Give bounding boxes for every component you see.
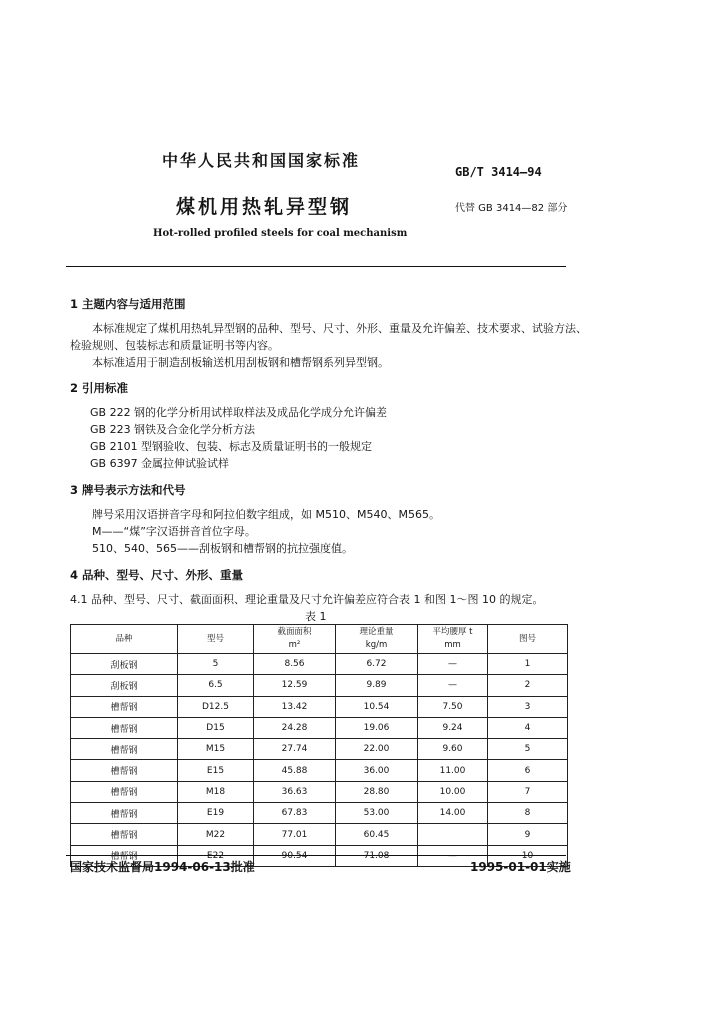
section-2-heading: 2 引用标准 xyxy=(70,381,129,395)
cell-thickness: 7.50 xyxy=(418,696,488,717)
cell-thickness: 14.00 xyxy=(418,803,488,824)
cell-model: M22 xyxy=(178,824,254,845)
cell-figure: 7 xyxy=(488,781,568,802)
cell-model: E19 xyxy=(178,803,254,824)
cell-model: M15 xyxy=(178,739,254,760)
cell-area: 8.56 xyxy=(254,654,336,675)
cell-area: 27.74 xyxy=(254,739,336,760)
cell-variety: 槽帮钢 xyxy=(71,760,178,781)
cell-area: 13.42 xyxy=(254,696,336,717)
cell-figure: 6 xyxy=(488,760,568,781)
cell-variety: 刮板钢 xyxy=(71,675,178,696)
standard-number: GB/T 3414—94 xyxy=(455,165,542,179)
cell-weight: 28.80 xyxy=(336,781,418,802)
cell-model: M18 xyxy=(178,781,254,802)
header-figure-number xyxy=(488,625,568,654)
cell-model: E15 xyxy=(178,760,254,781)
english-title: Hot-rolled profiled steels for coal mechanism xyxy=(153,228,408,239)
header-unit: kg/m xyxy=(365,640,388,650)
cell-area: 36.63 xyxy=(254,781,336,802)
table-row xyxy=(71,654,568,675)
cell-weight: 53.00 xyxy=(336,803,418,824)
cell-figure: 10 xyxy=(488,845,568,866)
clause-4-1: 4.1 品种、型号、尺寸、截面面积、理论重量及尺寸允许偏差应符合表 1 和图 1～图 10 的规定。 xyxy=(70,593,544,606)
section-4-heading: 4 品种、型号、尺寸、外形、重量 xyxy=(70,568,244,582)
cell-thickness: — xyxy=(418,845,488,866)
table-row xyxy=(71,781,568,802)
table-row xyxy=(71,675,568,696)
cell-figure: 5 xyxy=(488,739,568,760)
cell-weight: 6.72 xyxy=(336,654,418,675)
section-1-paragraph-line: 本标准规定了煤机用热轧异型钢的品种、型号、尺寸、外形、重量及允许偏差、技术要求、试验方法、 xyxy=(92,322,587,335)
header-variety xyxy=(71,625,178,654)
cell-model: D12.5 xyxy=(178,696,254,717)
section-3-paragraph-line: 510、540、565——刮板钢和槽帮钢的抗拉强度值。 xyxy=(92,542,353,555)
table-row xyxy=(71,739,568,760)
header-theoretical-weight xyxy=(336,625,418,654)
cell-thickness: 9.24 xyxy=(418,717,488,738)
cell-figure: 1 xyxy=(488,654,568,675)
effective-date: 1995-01-01实施 xyxy=(470,860,571,874)
cell-thickness: — xyxy=(418,654,488,675)
cell-area: 67.83 xyxy=(254,803,336,824)
cell-thickness: — xyxy=(418,675,488,696)
table-row xyxy=(71,803,568,824)
issuing-organization: 中华人民共和国国家标准 xyxy=(162,151,361,170)
header-section-area xyxy=(254,625,336,654)
table-header-row xyxy=(71,625,568,654)
cell-variety: 槽帮钢 xyxy=(71,696,178,717)
cell-model: E22 xyxy=(178,845,254,866)
header-average-waist-thickness xyxy=(418,625,488,654)
cell-figure: 8 xyxy=(488,803,568,824)
cell-area: 77.01 xyxy=(254,824,336,845)
section-3-heading: 3 牌号表示方法和代号 xyxy=(70,483,186,497)
header-label: 品种 xyxy=(115,633,133,644)
cell-weight: 10.54 xyxy=(336,696,418,717)
cell-area: 12.59 xyxy=(254,675,336,696)
cell-weight: 9.89 xyxy=(336,675,418,696)
cell-variety: 槽帮钢 xyxy=(71,845,178,866)
section-1-paragraph-line: 本标准适用于制造刮板输送机用刮板钢和槽帮钢系列异型钢。 xyxy=(92,356,389,369)
cell-thickness xyxy=(418,824,488,845)
footer-divider xyxy=(66,855,566,856)
specification-table xyxy=(70,624,568,867)
cell-area: 45.88 xyxy=(254,760,336,781)
cell-weight: 60.45 xyxy=(336,824,418,845)
header-label: 截面面积 xyxy=(277,627,312,637)
header-label: 平均腰厚 t xyxy=(432,627,473,637)
reference-item: GB 2101 型钢验收、包装、标志及质量证明书的一般规定 xyxy=(90,440,373,453)
cell-weight: 19.06 xyxy=(336,717,418,738)
cell-variety: 槽帮钢 xyxy=(71,739,178,760)
header-model xyxy=(178,625,254,654)
header-unit: m² xyxy=(288,640,301,650)
cell-variety: 槽帮钢 xyxy=(71,717,178,738)
cell-variety: 刮板钢 xyxy=(71,654,178,675)
reference-item: GB 223 钢铁及合金化学分析方法 xyxy=(90,423,256,436)
table-row xyxy=(71,717,568,738)
header-divider xyxy=(66,266,566,267)
cell-figure: 2 xyxy=(488,675,568,696)
cell-model: 6.5 xyxy=(178,675,254,696)
section-3-paragraph-line: M——“煤”字汉语拼音首位字母。 xyxy=(92,525,256,538)
cell-model: 5 xyxy=(178,654,254,675)
header-label: 图号 xyxy=(518,633,536,644)
header-label: 型号 xyxy=(206,633,224,644)
cell-area: 24.28 xyxy=(254,717,336,738)
document-title: 煤机用热轧异型钢 xyxy=(176,196,353,218)
header-label: 理论重量 xyxy=(359,627,394,637)
cell-figure: 3 xyxy=(488,696,568,717)
table-row xyxy=(71,824,568,845)
section-3-paragraph-line: 牌号采用汉语拼音字母和阿拉伯数字组成，如 M510、M540、M565。 xyxy=(92,508,440,521)
replaces-note: 代替 GB 3414—82 部分 xyxy=(455,203,568,214)
cell-thickness: 10.00 xyxy=(418,781,488,802)
section-1-heading: 1 主题内容与适用范围 xyxy=(70,297,186,311)
cell-thickness: 9.60 xyxy=(418,739,488,760)
cell-variety: 槽帮钢 xyxy=(71,803,178,824)
header-unit: mm xyxy=(444,640,461,650)
table-row xyxy=(71,760,568,781)
cell-area: 90.54 xyxy=(254,845,336,866)
cell-figure: 9 xyxy=(488,824,568,845)
cell-variety: 槽帮钢 xyxy=(71,781,178,802)
reference-item: GB 6397 金属拉伸试验试样 xyxy=(90,457,230,470)
table-caption: 表 1 xyxy=(305,610,327,623)
approval-date: 国家技术监督局1994-06-13批准 xyxy=(70,860,255,874)
cell-weight: 22.00 xyxy=(336,739,418,760)
cell-variety: 槽帮钢 xyxy=(71,824,178,845)
section-1-paragraph-line: 检验规则、包装标志和质量证明书等内容。 xyxy=(70,339,279,352)
cell-figure: 4 xyxy=(488,717,568,738)
cell-thickness: 11.00 xyxy=(418,760,488,781)
cell-model: D15 xyxy=(178,717,254,738)
reference-item: GB 222 钢的化学分析用试样取样法及成品化学成分允许偏差 xyxy=(90,406,388,419)
cell-weight: 71.08 xyxy=(336,845,418,866)
table-row xyxy=(71,696,568,717)
cell-weight: 36.00 xyxy=(336,760,418,781)
